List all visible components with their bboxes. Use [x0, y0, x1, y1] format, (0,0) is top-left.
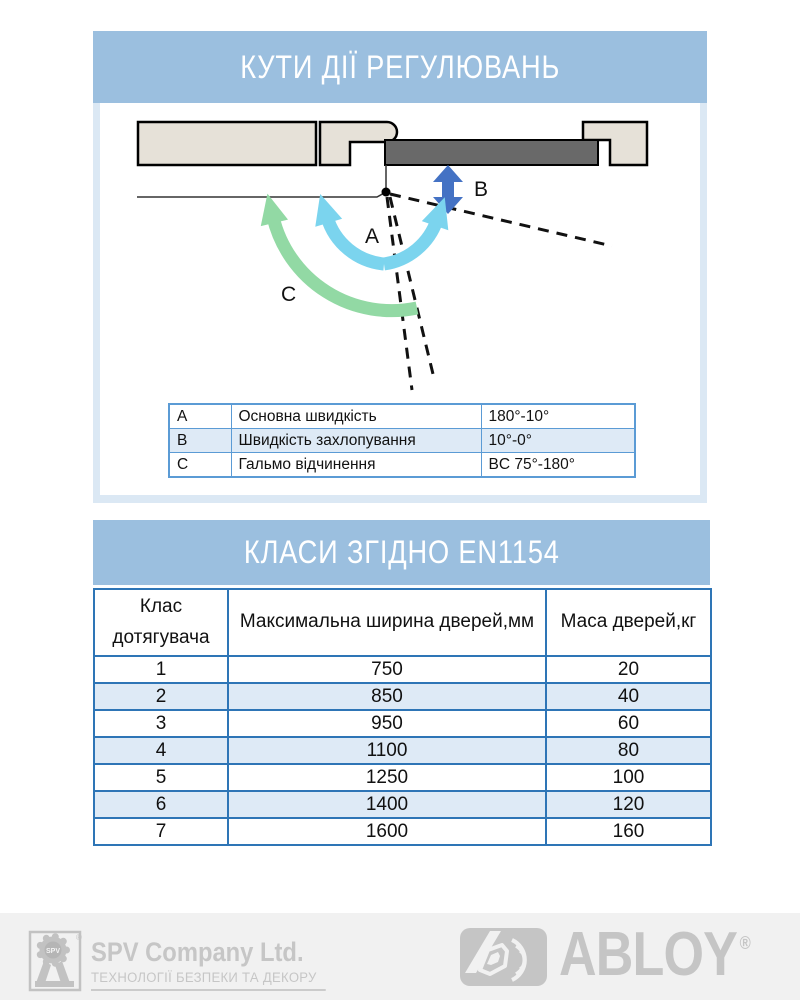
table-row: [94, 710, 711, 737]
angles-panel: [93, 31, 707, 503]
table-cell: 1250: [228, 764, 546, 791]
table-cell: 950: [228, 710, 546, 737]
door-open-line: [137, 192, 386, 197]
abloy-name: ABLOY: [559, 920, 738, 989]
classes-panel: [93, 520, 710, 846]
table-cell: BC 75°-180°: [481, 453, 635, 478]
table-cell: 3: [94, 710, 228, 737]
table-cell: Основна швидкість: [231, 404, 481, 429]
wall-left: [138, 122, 316, 165]
table-cell: 1600: [228, 818, 546, 845]
table-cell: 60: [546, 710, 711, 737]
spv-ribbon-left: [36, 961, 51, 983]
table-cell: 180°-10°: [481, 404, 635, 429]
footer: [0, 913, 800, 1000]
table-row: [169, 453, 635, 478]
table-cell: 4: [94, 737, 228, 764]
table-row: [169, 429, 635, 453]
diagram-label-a: A: [365, 225, 380, 248]
spv-ribbon-right: [55, 961, 70, 983]
classes-title: КЛАСИ ЗГІДНО EN1154: [243, 534, 560, 570]
table-cell: 10°-0°: [481, 429, 635, 453]
arrow-b-double-vertical: [433, 165, 463, 214]
door-angle-line-1: [387, 197, 412, 390]
spv-tagline: ТЕХНОЛОГІЇ БЕЗПЕКИ ТА ДЕКОРУ: [91, 970, 325, 991]
table-cell: 120: [546, 791, 711, 818]
abloy-lock-icon: [460, 928, 547, 986]
spv-logo: [28, 929, 333, 993]
table-row: [94, 818, 711, 845]
door-angle-line-2: [390, 197, 433, 374]
table-cell: 6: [94, 791, 228, 818]
table-cell: 1100: [228, 737, 546, 764]
angles-diagram-area: [93, 103, 707, 503]
abloy-wordmark: [559, 920, 751, 996]
table-cell: 100: [546, 764, 711, 791]
spv-text-block: [91, 929, 333, 993]
table-cell: 5: [94, 764, 228, 791]
table-cell: 2: [94, 683, 228, 710]
table-cell: Гальмо відчинення: [231, 453, 481, 478]
spv-company-name: SPV Company Ltd.: [91, 937, 304, 967]
table-cell: 80: [546, 737, 711, 764]
column-header: Максимальна ширина дверей,мм: [228, 589, 546, 656]
spv-emblem-icon: [28, 929, 84, 993]
table-cell: B: [169, 429, 231, 453]
door-leaf: [385, 140, 598, 165]
table-cell: Швидкість захлопування: [231, 429, 481, 453]
angles-title: КУТИ ДІЇ РЕГУЛЮВАНЬ: [239, 48, 560, 85]
spv-registered-mark: ®: [76, 933, 82, 942]
column-header: Маса дверей,кг: [546, 589, 711, 656]
abloy-logo: [460, 920, 787, 996]
table-cell: 750: [228, 656, 546, 683]
abloy-registered-mark: ®: [739, 933, 751, 953]
column-header: Клас дотягувача: [94, 589, 228, 656]
angles-header: [93, 31, 707, 103]
table-cell: C: [169, 453, 231, 478]
table-cell: 40: [546, 683, 711, 710]
angles-table: [168, 403, 636, 478]
table-row: [94, 737, 711, 764]
table-row: [94, 683, 711, 710]
table-cell: 850: [228, 683, 546, 710]
en1154-table: [93, 588, 712, 846]
table-cell: 1400: [228, 791, 546, 818]
diagram-label-c: C: [281, 283, 297, 306]
table-cell: 1: [94, 656, 228, 683]
spv-emblem-text: SPV: [45, 948, 61, 955]
table-header-row: [94, 589, 711, 656]
table-cell: 20: [546, 656, 711, 683]
classes-header: [93, 520, 710, 585]
table-row: [169, 404, 635, 429]
table-row: [94, 791, 711, 818]
diagram-label-b: B: [474, 178, 489, 201]
table-row: [94, 764, 711, 791]
table-cell: 7: [94, 818, 228, 845]
spv-emblem-band: [35, 981, 74, 987]
table-cell: A: [169, 404, 231, 429]
table-row: [94, 656, 711, 683]
table-cell: 160: [546, 818, 711, 845]
pivot-dot: [382, 188, 391, 197]
